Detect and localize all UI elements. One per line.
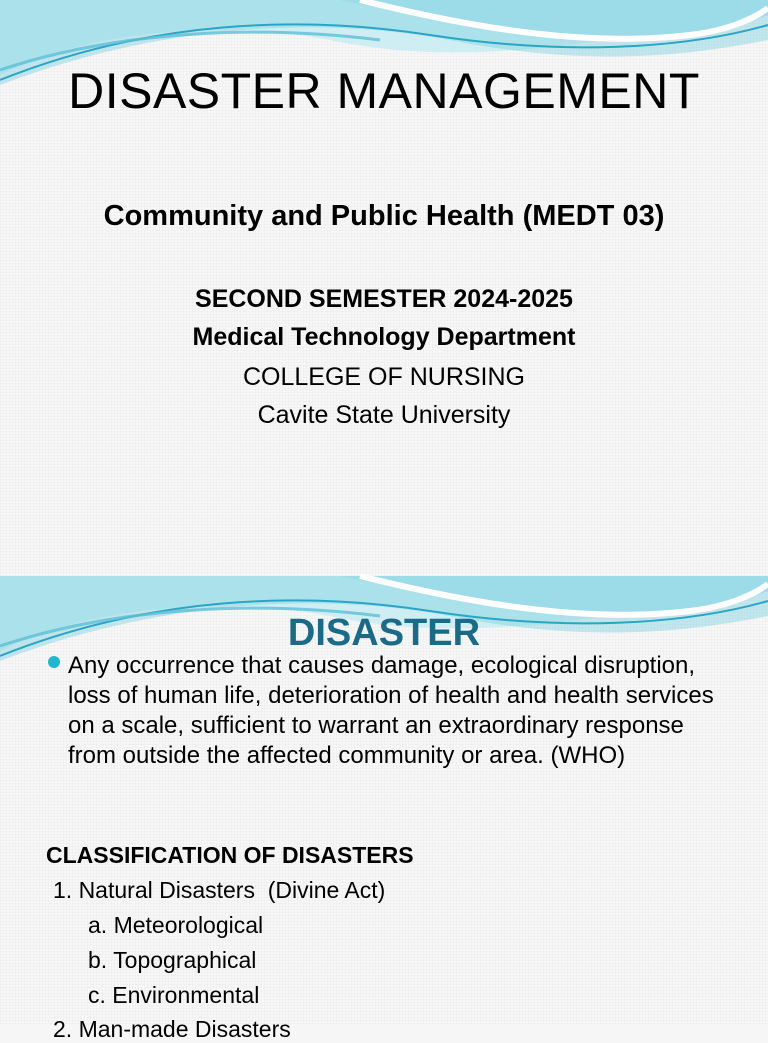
slide-title: DISASTER MANAGEMENT [68,63,700,119]
definition-text: Any occurrence that causes damage, ecological disruption, loss of human life, deterioration of health and health services on a scale, sufficient to warrant an extraordinary response from outside the affected community or area. (WHO) [68,652,714,769]
department-text: Medical Technology Department [192,323,576,351]
list-item: 2. Man-made Disasters [53,1016,291,1042]
list-item: b. Topographical [88,947,257,973]
list-item: a. Meteorological [88,912,264,938]
definition-slide [0,576,768,1042]
college-text: COLLEGE OF NURSING [243,363,525,391]
slide-title: DISASTER [287,612,481,654]
classification-heading: CLASSIFICATION OF DISASTERS [46,842,414,868]
list-item: 1. Natural Disasters (Divine Act) [53,877,386,903]
list-item: c. Environmental [88,982,260,1008]
university-text: Cavite State University [257,401,511,429]
semester-text: SECOND SEMESTER 2024-2025 [195,285,573,313]
course-subtitle: Community and Public Health (MEDT 03) [103,200,665,232]
bullet-dot-icon [48,656,60,668]
